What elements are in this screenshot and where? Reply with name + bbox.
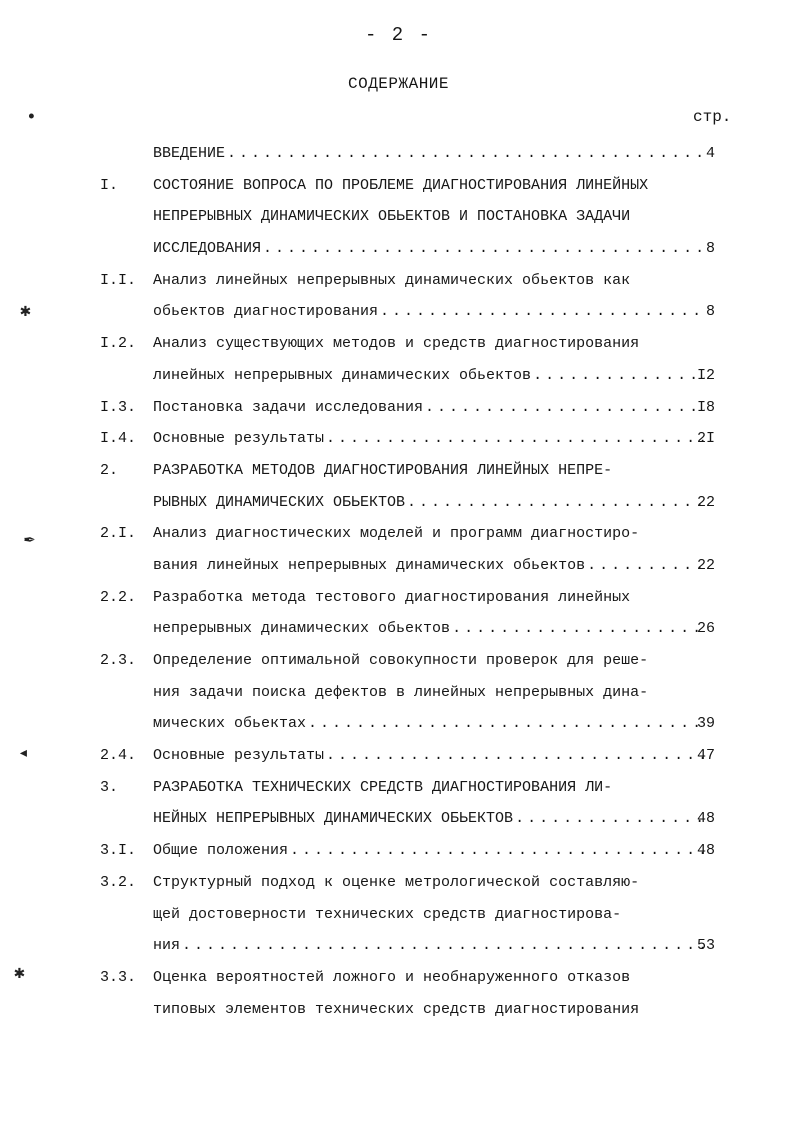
scan-speck: • — [26, 108, 37, 128]
toc-entry-number: 2.I. — [100, 525, 137, 543]
toc-page-number: I2 — [696, 366, 715, 384]
toc-entry-title-line — [153, 930, 707, 962]
toc-entry-title-line — [153, 740, 707, 772]
toc-entry-number: I.3. — [100, 398, 137, 416]
toc-entry-number: 3.I. — [100, 842, 137, 860]
toc-entry-number: I.I. — [100, 271, 137, 289]
toc-row — [0, 360, 797, 392]
toc-page-number: 53 — [696, 937, 715, 955]
toc-row — [0, 613, 797, 645]
toc-row — [0, 138, 797, 170]
toc-row — [0, 677, 797, 709]
toc-entry-title-line — [153, 708, 707, 740]
toc-row — [0, 423, 797, 455]
toc-row — [0, 201, 797, 233]
dot-leader — [326, 423, 705, 455]
toc-row — [0, 296, 797, 328]
dot-leader — [308, 708, 705, 740]
toc-row — [0, 708, 797, 740]
toc-page-number: 2I — [696, 430, 715, 448]
toc-entry-number: I.4. — [100, 430, 137, 448]
toc-row — [0, 265, 797, 297]
toc-entry-title-line — [153, 392, 707, 424]
toc-entry-text: Общие положения — [153, 842, 289, 860]
page-number: - 2 - — [364, 24, 432, 46]
toc-entry-text: ния задачи поиска дефектов в линейных непрерывных дина- — [153, 683, 649, 701]
toc-entry-text: Определение оптимальной совокупности проверок для реше- — [153, 652, 649, 669]
toc-page-number: I8 — [696, 398, 715, 416]
dot-leader — [290, 835, 705, 867]
toc-row — [0, 455, 797, 487]
toc-row — [0, 233, 797, 265]
dot-leader — [326, 740, 705, 772]
toc-entry-text: РАЗРАБОТКА МЕТОДОВ ДИАГНОСТИРОВАНИЯ ЛИНЕЙНЫХ НЕПРЕ- — [153, 461, 613, 479]
toc-entry-number: 3.3. — [100, 968, 137, 986]
toc-page-number: 48 — [696, 842, 715, 860]
toc-entry-number: I. — [100, 176, 119, 194]
toc-entry-title-line — [153, 360, 707, 392]
scan-speck: ✒ — [24, 530, 35, 550]
dot-leader — [533, 360, 705, 392]
toc-entry-title-line — [153, 423, 707, 455]
toc-entry-text: Основные результаты — [153, 430, 325, 448]
toc-page-number: 4 — [705, 145, 715, 162]
toc-row — [0, 867, 797, 899]
dot-leader — [425, 392, 705, 424]
toc-row — [0, 550, 797, 582]
toc-entry-text: НЕЙНЫХ НЕПРЕРЫВНЫХ ДИНАМИЧЕСКИХ ОБЬЕКТОВ — [153, 810, 514, 828]
toc-entry-text: обьектов диагностирования — [153, 303, 379, 321]
toc-entry-title-line — [153, 233, 707, 265]
scan-speck: ✱ — [20, 302, 31, 322]
dot-leader — [452, 613, 705, 645]
toc-entry-text: СОСТОЯНИЕ ВОПРОСА ПО ПРОБЛЕМЕ ДИАГНОСТИРОВАНИЯ ЛИНЕЙНЫХ — [153, 176, 649, 194]
toc-entry-text: Разработка метода тестового диагностирования линейных — [153, 588, 631, 606]
toc-entry-text: Постановка задачи исследования — [153, 398, 424, 416]
scan-speck: ◂ — [18, 744, 29, 764]
toc-page-number: 8 — [705, 303, 715, 321]
toc-row — [0, 835, 797, 867]
toc-entry-number: 3. — [100, 778, 119, 796]
toc-row — [0, 740, 797, 772]
toc-entry-text: НЕПРЕРЫВНЫХ ДИНАМИЧЕСКИХ ОБЬЕКТОВ И ПОСТАНОВКА ЗАДАЧИ — [153, 208, 631, 226]
toc-row — [0, 803, 797, 835]
toc-entry-title-line — [153, 613, 707, 645]
toc-entry-text: щей достоверности технических средств диагностирова- — [153, 905, 622, 923]
table-of-contents — [0, 138, 797, 1025]
dot-leader — [182, 930, 705, 962]
toc-row — [0, 930, 797, 962]
toc-entry-text: непрерывных динамических обьектов — [153, 620, 451, 638]
toc-page-number: 22 — [696, 556, 715, 574]
dot-leader — [515, 803, 705, 835]
toc-row — [0, 392, 797, 424]
toc-entry-number: 2.2. — [100, 588, 137, 606]
toc-row — [0, 170, 797, 202]
toc-row — [0, 582, 797, 614]
toc-entry-text: Анализ существующих методов и средств диагностирования — [153, 335, 640, 353]
toc-entry-text: РЫВНЫХ ДИНАМИЧЕСКИХ ОБЬЕКТОВ — [153, 493, 406, 511]
toc-entry-text: Оценка вероятностей ложного и необнаруженного отказов — [153, 968, 631, 986]
dot-leader — [380, 296, 705, 328]
toc-page-number: 8 — [705, 240, 715, 258]
toc-row — [0, 994, 797, 1026]
toc-entry-text: Анализ диагностических моделей и программ диагностиро- — [153, 525, 640, 543]
toc-row — [0, 328, 797, 360]
toc-page-number: 48 — [696, 810, 715, 828]
toc-row — [0, 899, 797, 931]
toc-entry-text: ния — [153, 937, 181, 955]
toc-entry-title-line — [153, 835, 707, 867]
scan-speck: ✱ — [14, 964, 25, 984]
toc-entry-number: 3.2. — [100, 873, 137, 891]
toc-entry-text: РАЗРАБОТКА ТЕХНИЧЕСКИХ СРЕДСТВ ДИАГНОСТИРОВАНИЯ ЛИ- — [153, 778, 613, 796]
toc-entry-title-line — [153, 487, 707, 519]
toc-row — [0, 962, 797, 994]
toc-page-number: 22 — [696, 493, 715, 511]
toc-entry-text: типовых элементов технических средств диагностирования — [153, 1000, 640, 1018]
toc-entry-text: ИССЛЕДОВАНИЯ — [153, 240, 262, 258]
toc-entry-title-line — [153, 550, 707, 582]
toc-row — [0, 518, 797, 550]
toc-entry-number: 2.3. — [100, 652, 137, 669]
toc-entry-number: I.2. — [100, 335, 137, 353]
page-column-label: стр. — [693, 108, 732, 126]
dot-leader — [407, 487, 705, 519]
toc-entry-text: вания линейных непрерывных динамических обьектов — [153, 556, 586, 574]
toc-page-number: 26 — [696, 620, 715, 638]
toc-entry-number: 2.4. — [100, 747, 137, 765]
toc-entry-number: 2. — [100, 461, 119, 479]
toc-page-number: 47 — [696, 747, 715, 765]
toc-entry-text: ВВЕДЕНИЕ — [153, 145, 226, 162]
toc-page-number: 39 — [696, 715, 715, 733]
page-title: СОДЕРЖАНИЕ — [347, 75, 449, 93]
dot-leader — [263, 233, 705, 265]
toc-entry-text: Основные результаты — [153, 747, 325, 765]
toc-entry-title-line — [153, 296, 707, 328]
dot-leader — [227, 138, 705, 170]
toc-row — [0, 772, 797, 804]
toc-entry-text: мических обьектах — [153, 715, 307, 733]
toc-entry-title-line — [153, 803, 707, 835]
toc-entry-title-line — [153, 138, 707, 170]
toc-row — [0, 487, 797, 519]
toc-entry-text: линейных непрерывных динамических обьектов — [153, 366, 532, 384]
toc-entry-text: Анализ линейных непрерывных динамических обьектов как — [153, 271, 631, 289]
toc-row — [0, 645, 797, 677]
toc-entry-text: Структурный подход к оценке метрологической составляю- — [153, 873, 640, 891]
